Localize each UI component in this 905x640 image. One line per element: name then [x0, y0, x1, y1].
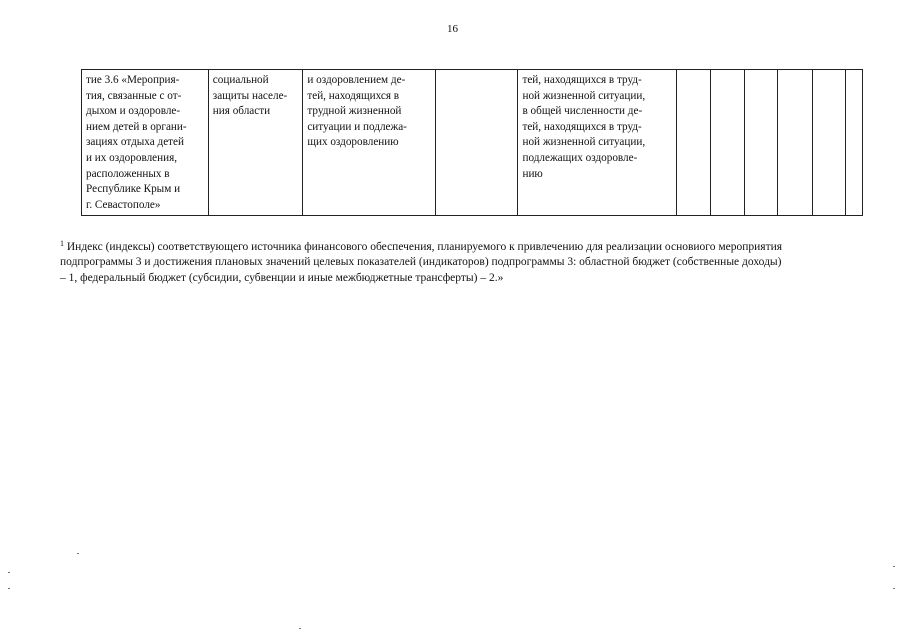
scan-speck [299, 628, 301, 629]
footnote-line-3: – 1, федеральный бюджет (субсидии, субвенции и иные межбюджетные трансферты) – 2.» [60, 271, 504, 284]
table-row [82, 70, 863, 216]
table-cell-value [677, 70, 710, 216]
table-cell-value [778, 70, 812, 216]
table-cell-description [303, 70, 436, 216]
scan-speck [893, 566, 895, 567]
cell-text: тей, находящихся в труд- ной жизненной ситуации, в общей численности де- тей, находящихся в труд- ной жизненной ситуации, подлежащих оздоровле- нию [522, 74, 646, 180]
scan-speck [77, 553, 79, 554]
table-cell-value [812, 70, 845, 216]
scan-speck [893, 588, 895, 589]
scan-speck [8, 588, 10, 589]
table-cell-executor [208, 70, 303, 216]
footnote-line-2: подпрограммы 3 и достижения плановых значений целевых показателей (индикаторов) подпрограммы 3: областной бюджет (собственные доходы) [60, 256, 782, 269]
table-cell-value [744, 70, 777, 216]
cell-text: социальной защиты населе- ния области [212, 74, 288, 118]
footnote-line-1 [60, 236, 850, 255]
footnote [60, 236, 850, 286]
table-cell-value [845, 70, 862, 216]
footnote-text: Индекс (индексы) соответствующего источника финансового обеспечения, планируемого к привлечению для реализации основиого мероприятия [66, 241, 783, 253]
table-cell-activity [82, 70, 209, 216]
cell-text: и оздоровлением де- тей, находящихся в трудной жизненной ситуации и подлежа- щих оздоровлению [307, 74, 407, 149]
table-cell-indicator [518, 70, 677, 216]
table-cell-value [710, 70, 744, 216]
program-table [81, 69, 862, 216]
cell-text: тие 3.6 «Мероприя- тия, связанные с от- дыхом и оздоровле- нием детей в органи- зациях отдыха детей и их оздоровления, расположенных в Республике Крым и г. Севастополе» [86, 74, 187, 211]
table-cell-empty [436, 70, 518, 216]
footnote-marker: 1 [60, 239, 64, 248]
page-number: 16 [447, 23, 458, 35]
scan-speck [8, 572, 10, 573]
